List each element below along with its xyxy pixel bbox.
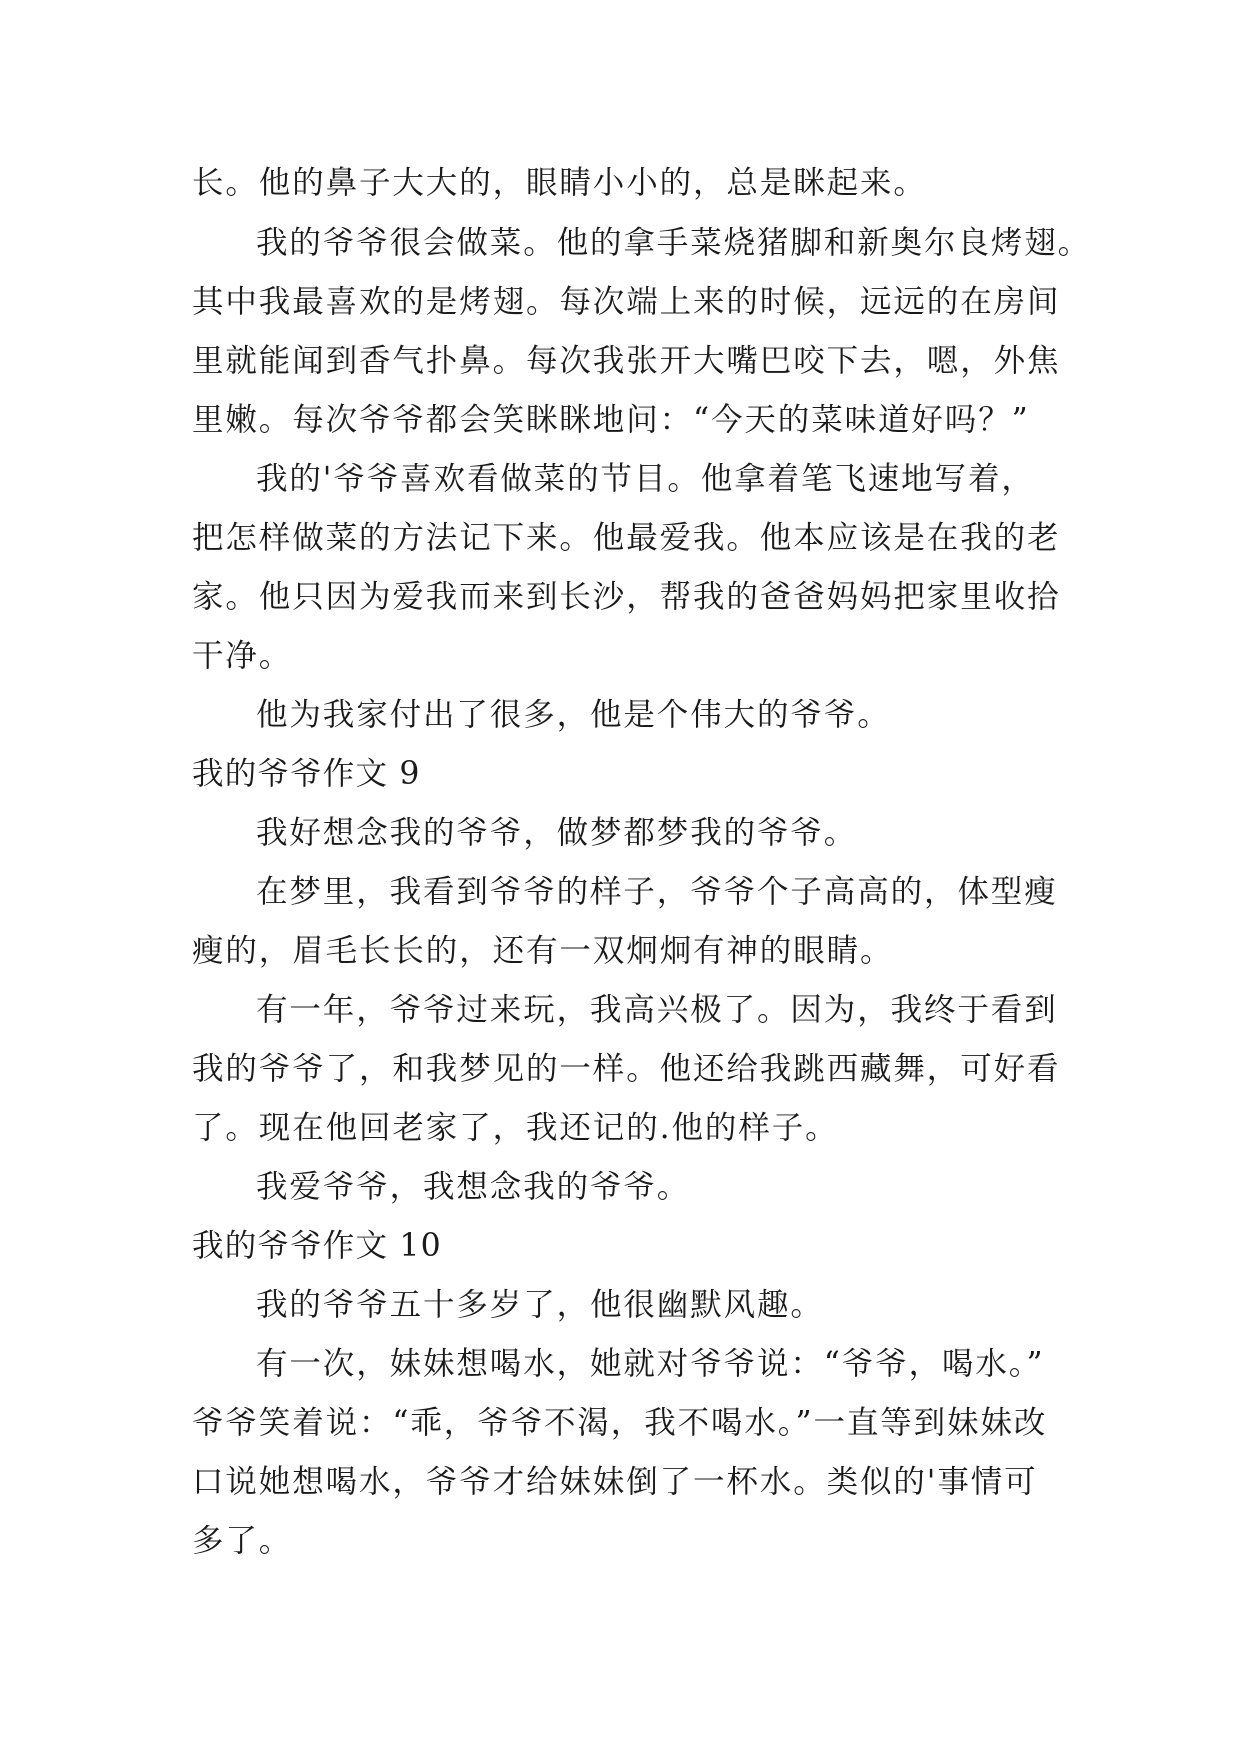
- paragraph-line: 瘦的，眉毛长长的，还有一双炯炯有神的眼睛。: [192, 933, 894, 969]
- paragraph-line: 我的'爷爷喜欢看做菜的节目。他拿着笔飞速地写着，: [256, 461, 1035, 497]
- section-heading: 我的爷爷作文 9: [192, 756, 421, 792]
- paragraph-line: 在梦里，我看到爷爷的样子，爷爷个子高高的，体型瘦: [256, 874, 1058, 910]
- paragraph-line: 我好想念我的爷爷，做梦都梦我的爷爷。: [256, 815, 858, 851]
- paragraph-line: 我的爷爷五十多岁了，他很幽默风趣。: [256, 1287, 824, 1323]
- paragraph-line: 口说她想喝水，爷爷才给妹妹倒了一杯水。类似的'事情可: [192, 1464, 1038, 1500]
- paragraph-line: 多了。: [192, 1523, 293, 1559]
- paragraph-line: 了。现在他回老家了，我还记的.他的样子。: [192, 1110, 839, 1146]
- paragraph-line: 里就能闻到香气扑鼻。每次我张开大嘴巴咬下去，嗯，外焦: [192, 343, 1061, 379]
- section-heading: 我的爷爷作文 10: [192, 1228, 442, 1264]
- paragraph-line: 其中我最喜欢的是烤翅。每次端上来的时候，远远的在房间: [192, 284, 1061, 320]
- paragraph-line: 把怎样做菜的方法记下来。他最爱我。他本应该是在我的老: [192, 520, 1061, 556]
- paragraph-line: 有一年，爷爷过来玩，我高兴极了。因为，我终于看到: [256, 992, 1058, 1028]
- paragraph-line: 长。他的鼻子大大的，眼睛小小的，总是眯起来。: [192, 165, 927, 201]
- paragraph-line: 有一次，妹妹想喝水，她就对爷爷说：“爷爷，喝水。”: [256, 1346, 1045, 1382]
- paragraph-line: 家。他只因为爱我而来到长沙，帮我的爸爸妈妈把家里收拾: [192, 579, 1061, 615]
- paragraph-line: 爷爷笑着说：“乖，爷爷不渴，我不喝水。”一直等到妹妹改: [192, 1405, 1048, 1441]
- paragraph-line: 我爱爷爷，我想念我的爷爷。: [256, 1169, 691, 1205]
- paragraph-line: 干净。: [192, 638, 293, 674]
- paragraph-line: 他为我家付出了很多，他是个伟大的爷爷。: [256, 697, 891, 733]
- paragraph-line: 里嫩。每次爷爷都会笑眯眯地问：“今天的菜味道好吗？”: [192, 402, 1030, 438]
- paragraph-line: 我的爷爷很会做菜。他的拿手菜烧猪脚和新奥尔良烤翅。: [256, 225, 1092, 261]
- paragraph-line: 我的爷爷了，和我梦见的一样。他还给我跳西藏舞，可好看: [192, 1051, 1061, 1087]
